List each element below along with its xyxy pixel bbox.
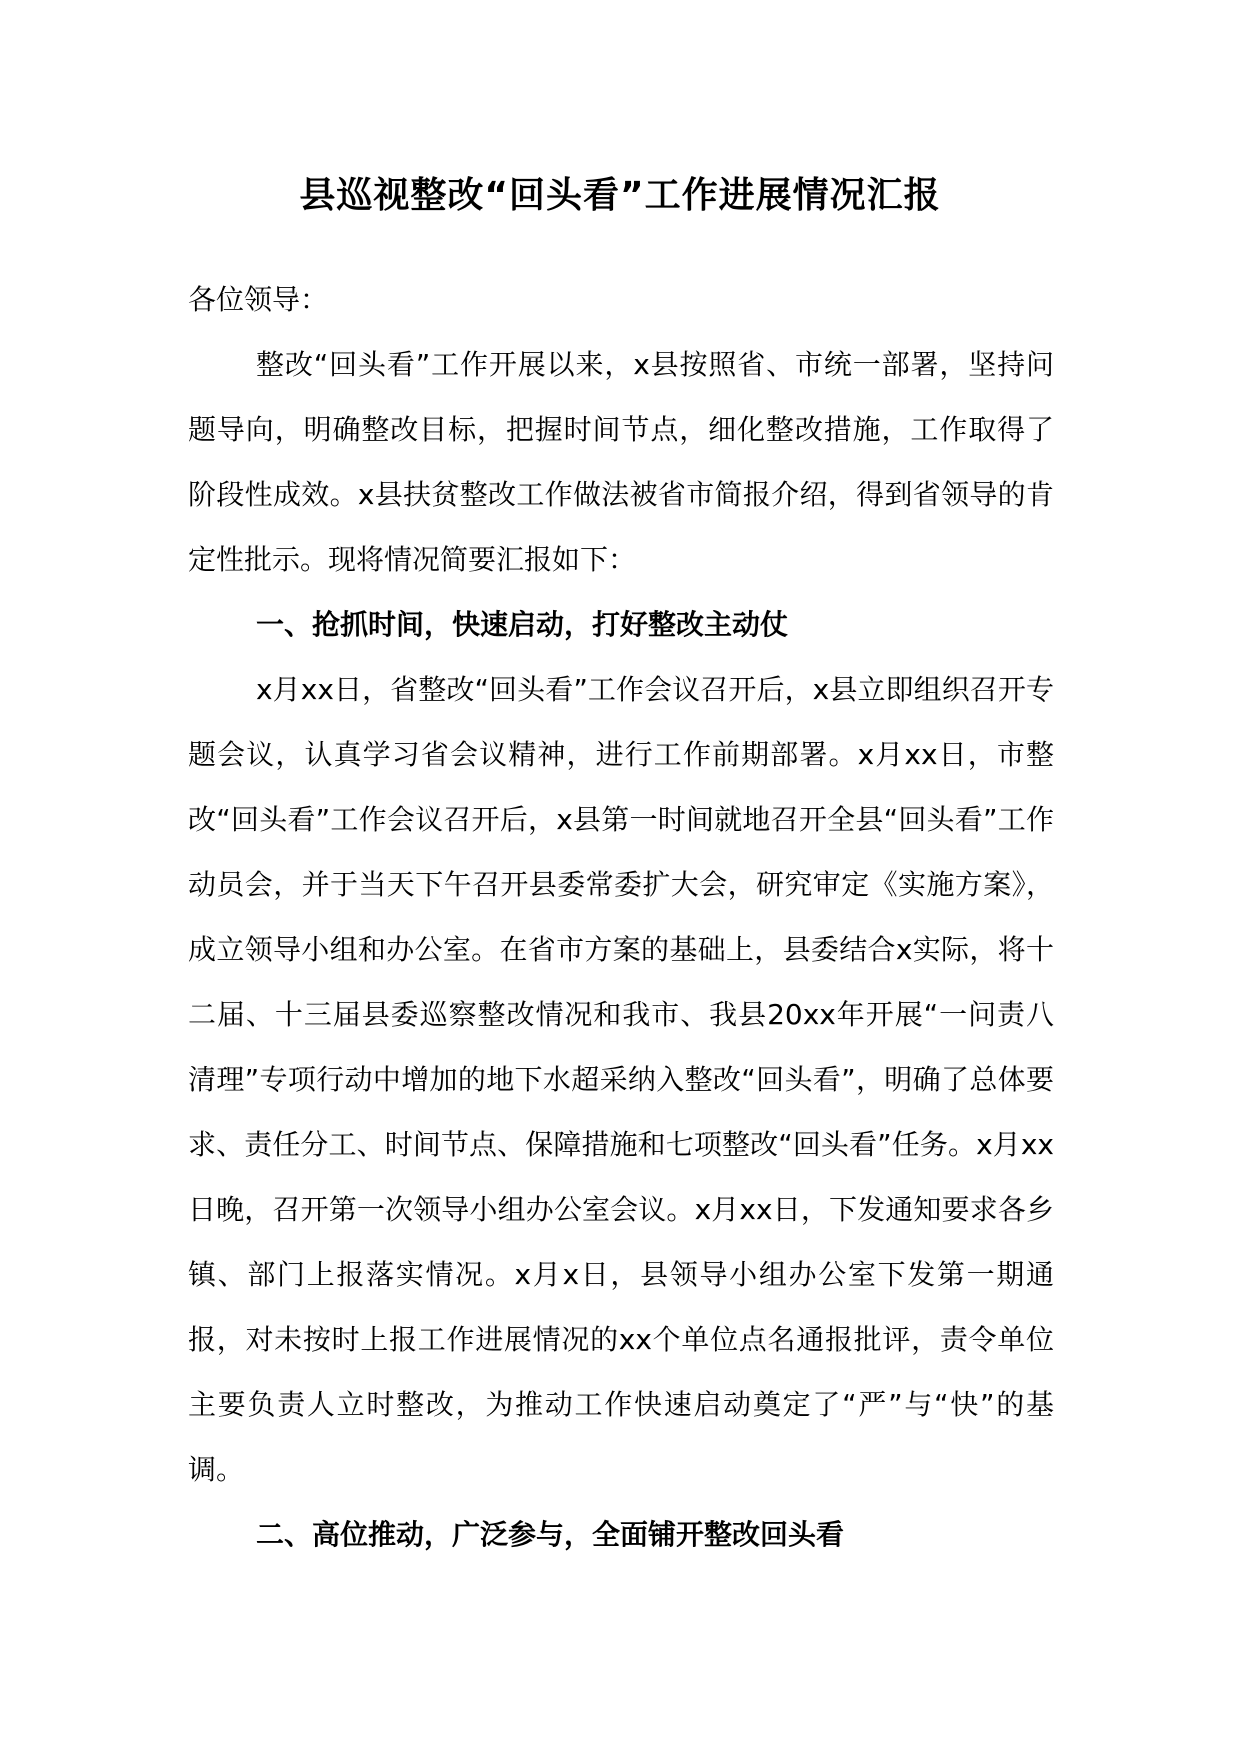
document-body — [188, 267, 1054, 1567]
document-title: 县巡视整改“回头看”工作进展情况汇报 — [299, 175, 941, 216]
section-heading-1: 一、抢抓时间，快速启动，打好整改主动仗 — [256, 608, 789, 641]
intro-paragraph: 整改“回头看”工作开展以来，x县按照省、市统一部署，坚持问题导向，明确整改目标，把握时间节点，细化整改措施，工作取得了阶段性成效。x县扶贫整改工作做法被省市简报介绍，得到省领导的肯定性批示。现将情况简要汇报如下： — [188, 348, 1054, 576]
section-heading-2: 二、高位推动，广泛参与，全面铺开整改回头看 — [256, 1518, 845, 1551]
section-1-paragraph: x月xx日，省整改“回头看”工作会议召开后，x县立即组织召开专题会议，认真学习省会议精神，进行工作前期部署。x月xx日，市整改“回头看”工作会议召开后，x县第一时间就地召开全县“回头看”工作动员会，并于当天下午召开县委常委扩大会，研究审定《实施方案》，成立领导小组和办公室。在省市方案的基础上，县委结合x实际，将十二届、十三届县委巡察整改情况和我市、我县20xx年开展“一问责八清理”专项行动中增加的地下水超采纳入整改“回头看”，明确了总体要求、责任分工、时间节点、保障措施和七项整改“回头看”任务。x月xx日晚，召开第一次领导小组办公室会议。x月xx日，下发通知要求各乡镇、部门上报落实情况。x月x日，县领导小组办公室下发第一期通报，对未按时上报工作进展情况的xx个单位点名通报批评，责令单位主要负责人立时整改，为推动工作快速启动奠定了“严”与“快”的基调。 — [188, 673, 1054, 1486]
salutation: 各位领导： — [188, 283, 329, 316]
